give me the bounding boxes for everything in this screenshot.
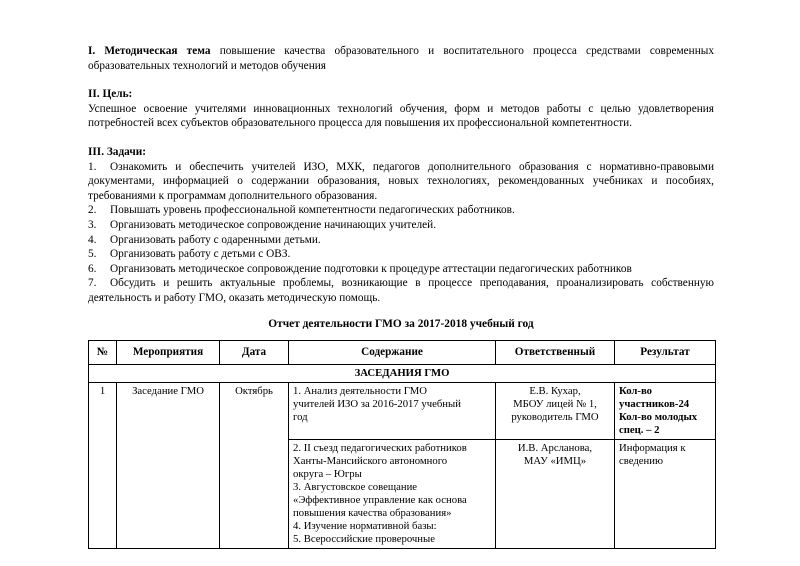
responsible-line: И.В. Арсланова, [517,441,593,454]
list-item-text: Организовать методическое сопровождение начинающих учителей. [110,218,437,231]
table-body [89,364,716,548]
cell-content [289,382,496,439]
cell-number: 1 [89,382,117,548]
cell-result [615,439,716,548]
column-header-number: № [89,340,117,364]
cell-date: Октябрь [220,382,289,548]
table-row [89,382,716,439]
list-item [88,203,714,218]
responsible-line: МАУ «ИМЦ» [523,454,587,467]
section-method-topic [88,44,714,73]
responsible-lines [500,385,610,424]
list-item-number: 6. [88,262,97,275]
cell-responsible [496,439,615,548]
column-header-event: Мероприятия [117,340,220,364]
result-line: Кол-во молодых спец. – 2 [619,410,698,436]
table-header [89,340,716,364]
spacer [88,131,714,145]
responsible-line: руководитель ГМО [511,410,599,423]
cell-event: Заседание ГМО [117,382,220,548]
list-item [88,247,714,262]
content-line: округа – Югры [293,467,362,480]
cell-content [289,439,496,548]
list-item-text: Ознакомить и обеспечить учителей ИЗО, МХК, педагогов дополнительного образования с нормативно-правовыми документами, информацией о содержании образования, новых технологиях, рекомендованных учебниках и пособиях, требованиями к программам дополнительного образования. [88,160,714,202]
table-title: Отчет деятельности ГМО за 2017-2018 учебный год [268,317,534,330]
tasks-list [88,160,714,306]
content-line: Ханты-Мансийского автономного [293,454,448,467]
section-body-method-topic: повышение качества образовательного и воспитательного процесса средствами современных образовательных технологий и методов обучения [88,45,715,72]
list-item [88,160,714,204]
content-lines [293,385,491,424]
column-header-responsible: Ответственный [496,340,615,364]
result-line: Кол-во участников-24 [619,384,690,410]
table-header-row [89,340,716,364]
column-header-date: Дата [220,340,289,364]
cell-result [615,382,716,439]
list-item-text: Организовать работу с одаренными детьми. [110,233,321,246]
section-heading-goal: II. Цель: [88,88,133,101]
content-line: 2. II съезд педагогических работников [293,441,467,454]
column-header-content: Содержание [289,340,496,364]
result-lines [619,385,711,437]
list-item-number: 4. [88,233,97,246]
table-section-row [89,364,716,382]
content-line: 3. Августовское совещание [293,480,418,493]
column-header-result: Результат [615,340,716,364]
list-item-text: Организовать методическое сопровождение подготовки к процедуре аттестации педагогических работников [110,262,632,275]
content-line: 1. Анализ деятельности ГМО [293,384,428,397]
list-item [88,233,714,248]
content-line: 4. Изучение нормативной базы: [293,519,437,532]
responsible-line: Е.В. Кухар, [529,384,581,397]
section-body-goal: Успешное освоение учителями инновационных технологий обучения, форм и методов работы с целью удовлетворения потребностей всех субъектов образовательного процесса для повышения их профессиональной компетентности. [88,102,714,130]
section-heading-method-topic: I. Методическая тема [88,45,211,57]
list-item [88,218,714,233]
content-line: «Эффективное управление как основа [293,493,467,506]
section-heading-tasks: III. Задачи: [88,145,147,158]
responsible-lines [500,442,610,468]
result-line: Информация к сведению [619,441,686,467]
content-line: 5. Всероссийские проверочные [293,532,435,545]
content-line: год [293,410,308,423]
list-item-number: 3. [88,218,97,231]
report-table [88,340,716,549]
list-item-text: Обсудить и решить актуальные проблемы, возникающие в процессе преподавания, проанализировать собственную деятельность и работу ГМО, оказать методическую помощь. [88,277,714,304]
content-line: повышения качества образования» [293,506,452,519]
list-item-text: Повышать уровень профессиональной компетентности педагогических работников. [110,204,515,217]
content-lines [293,442,491,546]
list-item-number: 5. [88,248,97,261]
table-section-label: ЗАСЕДАНИЯ ГМО [89,364,716,382]
list-item-text: Организовать работу с детьми с ОВЗ. [110,248,291,261]
cell-responsible [496,382,615,439]
list-item-number: 7. [88,277,97,290]
list-item-number: 2. [88,204,97,217]
spacer [88,73,714,87]
result-lines [619,442,711,468]
list-item [88,262,714,277]
responsible-line: МБОУ лицей № 1, [513,397,597,410]
content-line: учителей ИЗО за 2016-2017 учебный [293,397,461,410]
list-item-number: 1. [88,160,97,173]
list-item [88,276,714,305]
